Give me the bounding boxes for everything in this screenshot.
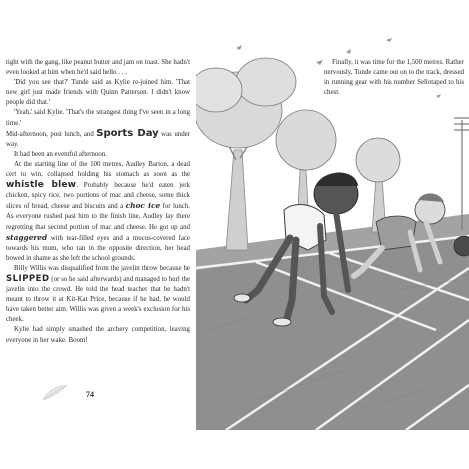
- floodlight-pole: [454, 118, 469, 230]
- leaf-icon: [42, 384, 68, 402]
- paragraph-6-end: with tear-filled eyes and a mucus-covered face towards his mum, who ran in the opposite direction, her head bowed in shame as she left the school grounds.: [6, 234, 190, 262]
- paragraph-2: 'Did you see that?' Tunde said as Kylie re-joined him. 'That new girl just made friends with Quinn Patterson. I didn't know people did that.': [6, 79, 190, 107]
- slipped-lettering: SLIPPED: [6, 273, 50, 284]
- sports-day-lettering: Sports Day: [96, 127, 159, 139]
- paragraph-6-mid2: for lunch. As everyone rushed past him to the finish line, Audley lay there regretting that second portion of mac and cheese. He got up and: [6, 203, 191, 231]
- page-number: 74: [86, 390, 94, 399]
- paragraph-5: It had been an eventful afternoon.: [14, 150, 107, 158]
- staggered-lettering: staggered: [6, 232, 48, 242]
- paragraph-4-start: Mid-afternoon, post lunch, and: [6, 130, 97, 138]
- whistle-blew-lettering: whistle blew: [6, 180, 77, 191]
- paragraph-4: [6, 129, 190, 150]
- paragraph-7-end: (or so he said afterwards) and managed to hurl the javelin into the crowd. He told the head teacher that he hadn't meant to throw it at Kit-Kat Price, because if he had, he would have taken better aim. Willis was given a week's exclusion for his cheek.: [6, 275, 190, 324]
- paragraph-6-start: At the starting line of the 100 metres, Audley Barton, a dead cert to win, collapsed holding his stomach as soon as the: [6, 160, 190, 179]
- paragraph-1: tight with the gang, like peanut butter and jam on toast. She hadn't even looked at him when he'd said hello . . .: [6, 59, 190, 77]
- right-page-text: Finally, it was time for the 1,500 metres. Rather nervously, Tunde came out on to the track, dressed in running gear with his number Sellotaped to his chest.: [324, 59, 464, 97]
- paragraph-4-end: was under way.: [6, 130, 191, 148]
- choc-ice-lettering: choc ice: [125, 201, 161, 211]
- paragraph-6: [6, 160, 190, 264]
- paragraph-8: Kylie had simply smashed the archery competition, leaving everyone in her wake. Boom!: [6, 326, 190, 344]
- paragraph-7: [6, 264, 190, 326]
- right-page: [196, 0, 469, 469]
- paragraph-6-mid: . Probably because he'd eaten jerk chicken, spicy rice, two portions of mac and cheese, some thick slices of bread, cheese and biscuits and a: [6, 182, 190, 211]
- left-page: [6, 58, 190, 410]
- paragraph-3: 'Yeah,' said Kylie. 'That's the strangest thing I've seen in a long time.': [6, 109, 190, 127]
- paragraph-7-start: Billy Willis was disqualified from the javelin throw because he: [14, 264, 190, 272]
